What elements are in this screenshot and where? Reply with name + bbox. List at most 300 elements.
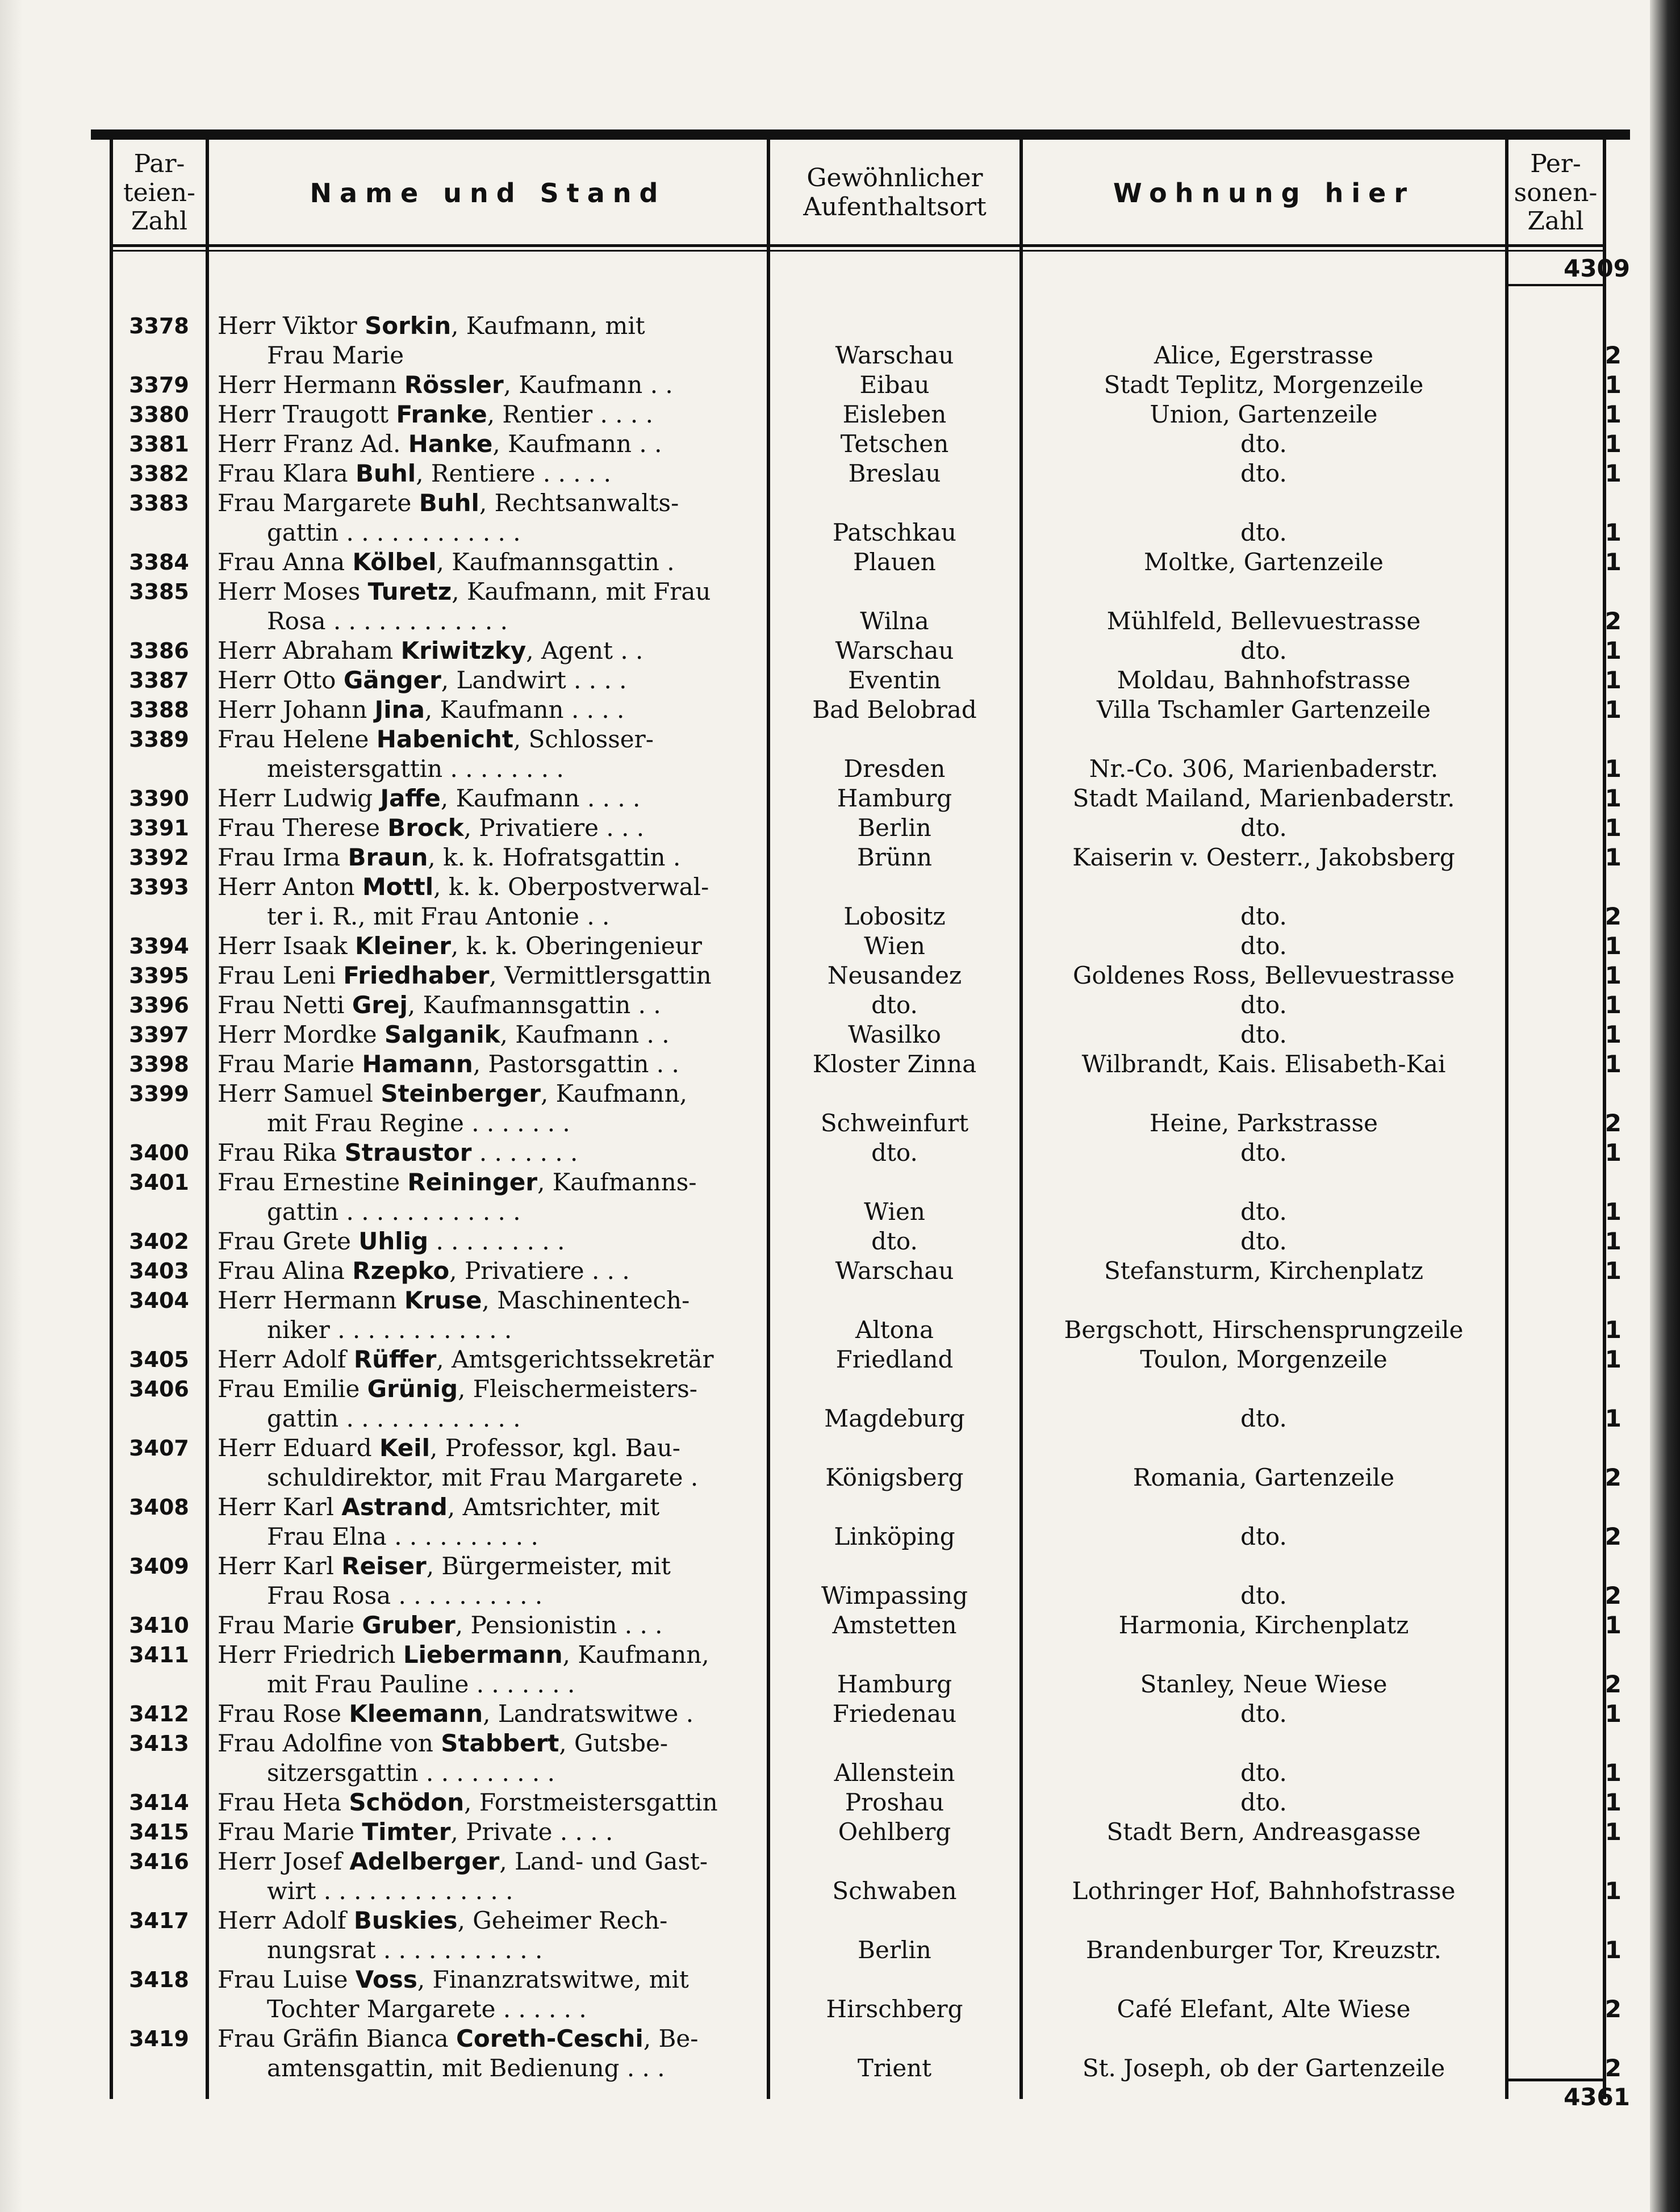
entry-name: [218, 1049, 763, 1079]
entry-name: [218, 961, 763, 990]
entry-line: [0, 370, 1680, 400]
header-name-and-status: Name und Stand: [310, 177, 666, 208]
entry-name: [267, 341, 763, 370]
entry-name: [218, 311, 763, 341]
persons-count: 2: [1604, 1109, 1622, 1137]
entry-name: [218, 1492, 763, 1522]
usual-residence: Warschau: [835, 341, 954, 369]
party-number: 3384: [129, 550, 189, 575]
persons-count: 1: [1604, 459, 1622, 487]
party-number: 3385: [129, 579, 189, 604]
entry-name: [267, 1758, 763, 1788]
entry-name: [267, 518, 763, 547]
persons-count: 1: [1604, 400, 1622, 428]
persons-count: 1: [1604, 755, 1622, 783]
persons-count: 1: [1604, 1936, 1622, 1964]
name-suffix: , Landratswitwe .: [483, 1700, 694, 1728]
entry-name: [218, 1640, 763, 1670]
usual-residence: Friedland: [835, 1345, 954, 1373]
entry-line: [0, 311, 1680, 341]
party-number: 3415: [129, 1820, 189, 1845]
usual-residence: Magdeburg: [824, 1404, 965, 1432]
entry-line: [0, 1522, 1680, 1552]
entry-name: [218, 1906, 763, 1935]
name-prefix: Frau Heta: [218, 1788, 349, 1816]
surname: Timter: [362, 1818, 451, 1846]
entry-name: [218, 1256, 763, 1286]
surname: Kölbel: [352, 548, 437, 576]
address-here: dto.: [1240, 1582, 1287, 1609]
surname: Jina: [374, 696, 425, 724]
entry-name: [218, 1168, 763, 1197]
entry-name: [218, 370, 763, 400]
persons-count: 1: [1604, 1050, 1622, 1078]
party-number: 3399: [129, 1081, 189, 1106]
entry-line: [0, 1847, 1680, 1876]
address-here: dto.: [1240, 1227, 1287, 1255]
address-here: dto.: [1240, 518, 1287, 546]
entry-line: [0, 400, 1680, 429]
party-number: 3394: [129, 934, 189, 959]
name-prefix: Herr Josef: [218, 1847, 350, 1875]
party-number: 3389: [129, 727, 189, 752]
name-suffix: , Gutsbe-: [559, 1729, 668, 1757]
surname: Salganik: [384, 1021, 500, 1048]
entry-line: [0, 961, 1680, 990]
party-number: 3418: [129, 1967, 189, 1992]
name-prefix: Herr Karl: [218, 1493, 342, 1521]
surname: Kriwitzky: [400, 637, 526, 664]
entry-name: [267, 1463, 763, 1492]
persons-count: 1: [1604, 1788, 1622, 1816]
persons-count: 1: [1604, 814, 1622, 842]
header-usual-residence: Gewöhnlicher Aufenthaltsort: [803, 164, 987, 221]
name-prefix: wirt . . . . . . . . . . . . .: [267, 1877, 513, 1905]
entry-name: [218, 488, 763, 518]
surname: Rössler: [404, 371, 504, 399]
name-suffix: , Schlosser-: [513, 725, 654, 753]
party-number: 3419: [129, 2026, 189, 2051]
surname: Hamann: [362, 1050, 473, 1078]
entry-name: [218, 459, 763, 488]
surname: Kleemann: [349, 1700, 483, 1728]
entry-line: [0, 725, 1680, 754]
name-prefix: Herr Ludwig: [218, 784, 381, 812]
entry-line: [0, 1227, 1680, 1256]
usual-residence: Schwaben: [832, 1877, 957, 1905]
party-number: 3412: [129, 1701, 189, 1726]
party-number: 3383: [129, 491, 189, 516]
name-prefix: Frau Marie: [218, 1611, 362, 1639]
entry-line: [0, 577, 1680, 607]
address-here: dto.: [1240, 1198, 1287, 1226]
party-number: 3378: [129, 313, 189, 338]
entry-name: [218, 784, 763, 813]
usual-residence: Plauen: [853, 548, 936, 576]
entry-line: [0, 1670, 1680, 1699]
entry-line: [0, 902, 1680, 931]
entry-name: [218, 2024, 763, 2054]
name-suffix: , Finanzratswitwe, mit: [417, 1966, 689, 1993]
address-here: Romania, Gartenzeile: [1132, 1463, 1395, 1491]
name-prefix: Frau Marie: [218, 1818, 362, 1846]
surname: Gruber: [362, 1611, 455, 1639]
entry-line: [0, 1197, 1680, 1227]
surname: Astrand: [341, 1493, 448, 1521]
address-here: dto.: [1240, 1404, 1287, 1432]
entry-line: [0, 1374, 1680, 1404]
party-number: 3390: [129, 786, 189, 811]
entry-name: [267, 1994, 763, 2024]
surname: Reiser: [341, 1552, 427, 1580]
entry-line: [0, 607, 1680, 636]
name-prefix: Frau Ernestine: [218, 1168, 408, 1196]
persons-count: 1: [1604, 843, 1622, 871]
entry-line: [0, 2024, 1680, 2054]
persons-count: 1: [1604, 932, 1622, 960]
entry-line: [0, 1611, 1680, 1640]
usual-residence: Eisleben: [842, 400, 947, 428]
address-here: dto.: [1240, 637, 1287, 664]
entry-line: [0, 1404, 1680, 1433]
name-prefix: Herr Adolf: [218, 1906, 354, 1934]
surname: Franke: [396, 400, 487, 428]
entry-line: [0, 2054, 1680, 2083]
usual-residence: Eibau: [859, 371, 930, 399]
name-prefix: Herr Karl: [218, 1552, 342, 1580]
party-number: 3404: [129, 1288, 189, 1313]
address-here: Wilbrandt, Kais. Elisabeth-Kai: [1081, 1050, 1446, 1078]
name-suffix: , Rechtsanwalts-: [479, 489, 679, 517]
entry-line: [0, 1729, 1680, 1758]
persons-count: 1: [1604, 1139, 1622, 1166]
address-here: Moldau, Bahnhofstrasse: [1117, 666, 1411, 694]
entry-line: [0, 1138, 1680, 1168]
usual-residence: Berlin: [858, 1936, 931, 1964]
address-here: dto.: [1240, 1759, 1287, 1787]
entry-name: [267, 1404, 763, 1433]
party-number: 3380: [129, 402, 189, 427]
name-prefix: mit Frau Pauline . . . . . . .: [267, 1670, 575, 1698]
name-prefix: ter i. R., mit Frau Antonie . .: [267, 902, 610, 930]
entry-line: [0, 813, 1680, 843]
name-prefix: gattin . . . . . . . . . . . .: [267, 1198, 521, 1226]
usual-residence: Wien: [864, 932, 925, 960]
entry-name: [218, 666, 763, 695]
entry-line: [0, 784, 1680, 813]
party-number: 3403: [129, 1258, 189, 1283]
name-prefix: Herr Eduard: [218, 1434, 379, 1462]
entry-line: [0, 341, 1680, 370]
entry-line: [0, 1640, 1680, 1670]
name-prefix: Frau Rika: [218, 1139, 345, 1166]
entry-line: [0, 1994, 1680, 2024]
address-here: dto.: [1240, 1523, 1287, 1550]
name-suffix: , Kaufmann, mit Frau: [452, 578, 711, 605]
surname: Kleiner: [355, 932, 451, 960]
entry-name: [218, 547, 763, 577]
persons-count: 2: [1604, 1582, 1622, 1609]
entry-line: [0, 1433, 1680, 1463]
usual-residence: Lobositz: [843, 902, 946, 930]
name-prefix: nungsrat . . . . . . . . . . .: [267, 1936, 543, 1964]
name-suffix: , k. k. Oberpostverwal-: [433, 873, 709, 901]
usual-residence: Trient: [857, 2054, 932, 2082]
usual-residence: Königsberg: [825, 1463, 964, 1491]
final-total: 4361: [1564, 2083, 1630, 2111]
name-prefix: Frau Klara: [218, 459, 356, 487]
name-prefix: Herr Viktor: [218, 312, 365, 340]
persons-count: 2: [1604, 1523, 1622, 1550]
usual-residence: dto.: [871, 1139, 918, 1166]
entry-line: [0, 1788, 1680, 1817]
name-prefix: Frau Anna: [218, 548, 353, 576]
entry-line: [0, 1935, 1680, 1965]
persons-count: 2: [1604, 2054, 1622, 2082]
name-prefix: Frau Marie: [218, 1050, 362, 1078]
name-suffix: , Kaufmann,: [540, 1080, 687, 1107]
party-number: 3397: [129, 1022, 189, 1047]
name-prefix: Herr Hermann: [218, 1286, 404, 1314]
persons-count: 1: [1604, 1257, 1622, 1285]
party-number: 3414: [129, 1790, 189, 1815]
name-suffix: , Kaufmann,: [562, 1641, 709, 1669]
entry-line: [0, 872, 1680, 902]
name-prefix: Herr Abraham: [218, 637, 401, 664]
usual-residence: Oehlberg: [838, 1818, 951, 1846]
party-number: 3391: [129, 816, 189, 841]
entry-line: [0, 636, 1680, 666]
address-here: Moltke, Gartenzeile: [1144, 548, 1384, 576]
party-number: 3413: [129, 1731, 189, 1756]
entry-name: [267, 1581, 763, 1611]
name-prefix: Frau Leni: [218, 961, 344, 989]
entry-name: [267, 607, 763, 636]
usual-residence: Linköping: [834, 1523, 955, 1550]
entry-name: [267, 1315, 763, 1345]
name-prefix: Herr Otto: [218, 666, 344, 694]
name-prefix: niker . . . . . . . . . . . .: [267, 1316, 512, 1344]
entry-name: [267, 1197, 763, 1227]
address-here: Stanley, Neue Wiese: [1140, 1670, 1388, 1698]
entry-name: [218, 577, 763, 607]
usual-residence: Allenstein: [834, 1759, 955, 1787]
name-prefix: mit Frau Regine . . . . . . .: [267, 1109, 570, 1137]
surname: Braun: [348, 843, 428, 871]
entry-name: [218, 695, 763, 725]
usual-residence: Dresden: [843, 755, 946, 783]
name-suffix: , Fleischermeisters-: [458, 1375, 697, 1403]
entry-name: [218, 1965, 763, 1994]
name-prefix: Frau Margarete: [218, 489, 419, 517]
persons-count: 2: [1604, 1670, 1622, 1698]
carried-total: 4309: [1564, 254, 1630, 282]
usual-residence: Berlin: [858, 814, 931, 842]
name-suffix: , Kaufmann . . . .: [440, 784, 641, 812]
party-number: 3408: [129, 1495, 189, 1520]
name-prefix: schuldirektor, mit Frau Margarete .: [267, 1463, 699, 1491]
name-prefix: Tochter Margarete . . . . . .: [267, 1995, 587, 2023]
entry-line: [0, 1876, 1680, 1906]
name-prefix: Frau Therese: [218, 814, 388, 842]
entry-line: [0, 488, 1680, 518]
usual-residence: dto.: [871, 1227, 918, 1255]
address-here: Villa Tschamler Gartenzeile: [1096, 696, 1431, 724]
party-number: 3387: [129, 668, 189, 693]
entry-name: [218, 1020, 763, 1049]
usual-residence: Wasilko: [848, 1021, 941, 1048]
party-number: 3402: [129, 1229, 189, 1254]
surname: Steinberger: [381, 1080, 541, 1107]
entry-line: [0, 1965, 1680, 1994]
name-suffix: , Pastorsgattin . .: [473, 1050, 679, 1078]
party-number: 3392: [129, 845, 189, 870]
name-prefix: Frau Marie: [267, 341, 404, 369]
party-number: 3388: [129, 697, 189, 722]
party-number: 3417: [129, 1908, 189, 1933]
name-prefix: Herr Traugott: [218, 400, 396, 428]
address-here: Brandenburger Tor, Kreuzstr.: [1086, 1936, 1441, 1964]
entry-name: [267, 1522, 763, 1552]
usual-residence: Warschau: [835, 1257, 954, 1285]
address-here: Stadt Teplitz, Morgenzeile: [1104, 371, 1424, 399]
entry-line: [0, 1492, 1680, 1522]
name-suffix: , Professor, kgl. Bau-: [430, 1434, 680, 1462]
entry-line: [0, 518, 1680, 547]
party-number: 3393: [129, 875, 189, 900]
name-prefix: Herr Hermann: [218, 371, 404, 399]
address-here: Toulon, Morgenzeile: [1140, 1345, 1388, 1373]
persons-count: 1: [1604, 1759, 1622, 1787]
entry-name: [218, 872, 763, 902]
surname: Straustor: [344, 1139, 472, 1166]
entry-name: [218, 843, 763, 872]
address-here: Lothringer Hof, Bahnhofstrasse: [1072, 1877, 1456, 1905]
persons-count: 1: [1604, 1316, 1622, 1344]
party-number: 3410: [129, 1613, 189, 1638]
entry-name: [218, 1079, 763, 1109]
header-persons-count: Per- sonen- Zahl: [1514, 149, 1598, 236]
entry-line: [0, 990, 1680, 1020]
name-suffix: , Kaufmanns-: [537, 1168, 697, 1196]
name-prefix: Herr Isaak: [218, 932, 356, 960]
entry-name: [218, 1227, 763, 1256]
name-suffix: , Kaufmann, mit: [451, 312, 645, 340]
entry-line: [0, 1345, 1680, 1374]
name-suffix: , Privatiere . . .: [449, 1257, 630, 1285]
party-number: 3405: [129, 1347, 189, 1372]
name-suffix: , Rentiere . . . . .: [416, 459, 612, 487]
name-suffix: , Kaufmann . .: [492, 430, 662, 458]
surname: Reininger: [407, 1168, 538, 1196]
usual-residence: Schweinfurt: [820, 1109, 969, 1137]
surname: Liebermann: [403, 1641, 563, 1669]
persons-count: 1: [1604, 696, 1622, 724]
surname: Friedhaber: [343, 961, 490, 989]
entry-line: [0, 1906, 1680, 1935]
name-prefix: Frau Alina: [218, 1257, 353, 1285]
entry-name: [218, 429, 763, 459]
entry-line: [0, 1463, 1680, 1492]
name-suffix: , Vermittlersgattin: [489, 961, 712, 989]
party-number: 3406: [129, 1377, 189, 1402]
name-prefix: gattin . . . . . . . . . . . .: [267, 1404, 521, 1432]
usual-residence: Hamburg: [837, 784, 952, 812]
persons-count: 1: [1604, 1227, 1622, 1255]
name-suffix: , Kaufmann . .: [500, 1021, 670, 1048]
party-number: 3407: [129, 1436, 189, 1461]
name-suffix: , Geheimer Rech-: [457, 1906, 668, 1934]
surname: Buhl: [419, 489, 479, 517]
entry-line: [0, 1552, 1680, 1581]
surname: Kruse: [404, 1286, 482, 1314]
address-here: dto.: [1240, 459, 1287, 487]
entry-name: [218, 1847, 763, 1876]
surname: Brock: [387, 814, 464, 842]
address-here: Harmonia, Kirchenplatz: [1118, 1611, 1409, 1639]
usual-residence: Warschau: [835, 637, 954, 664]
entry-name: [218, 1286, 763, 1315]
usual-residence: Wimpassing: [821, 1582, 968, 1609]
surname: Buhl: [355, 459, 416, 487]
entry-name: [267, 902, 763, 931]
entry-line: [0, 931, 1680, 961]
address-here: Mühlfeld, Bellevuestrasse: [1106, 607, 1421, 635]
name-suffix: , Rentier . . . .: [487, 400, 653, 428]
name-prefix: Rosa . . . . . . . . . . . .: [267, 607, 508, 635]
persons-count: 1: [1604, 430, 1622, 458]
surname: Voss: [355, 1966, 417, 1993]
name-prefix: Frau Gräfin Bianca: [218, 2025, 457, 2052]
entry-name: [218, 725, 763, 754]
address-here: dto.: [1240, 430, 1287, 458]
persons-count: 1: [1604, 1021, 1622, 1048]
address-here: dto.: [1240, 1788, 1287, 1816]
entry-line: [0, 843, 1680, 872]
name-prefix: Frau Netti: [218, 991, 352, 1019]
entry-name: [218, 636, 763, 666]
name-prefix: Frau Grete: [218, 1227, 359, 1255]
name-suffix: , k. k. Hofratsgattin .: [428, 843, 681, 871]
name-suffix: , Amtsgerichtssekretär: [436, 1345, 714, 1373]
entry-name: [218, 1345, 763, 1374]
name-prefix: Herr Johann: [218, 696, 375, 724]
party-number: 3396: [129, 993, 189, 1018]
persons-count: 2: [1604, 607, 1622, 635]
name-prefix: Herr Anton: [218, 873, 362, 901]
address-here: Stadt Bern, Andreasgasse: [1106, 1818, 1421, 1846]
entry-name: [267, 2054, 763, 2083]
persons-count: 1: [1604, 371, 1622, 399]
name-prefix: gattin . . . . . . . . . . . .: [267, 518, 521, 546]
entry-line: [0, 547, 1680, 577]
name-prefix: Frau Emilie: [218, 1375, 367, 1403]
persons-count: 2: [1604, 341, 1622, 369]
surname: Grej: [352, 991, 408, 1019]
name-suffix: , Be-: [643, 2025, 699, 2052]
name-suffix: , Landwirt . . . .: [441, 666, 627, 694]
name-suffix: , Privatiere . . .: [463, 814, 645, 842]
usual-residence: Kloster Zinna: [812, 1050, 977, 1078]
usual-residence: Amstetten: [832, 1611, 957, 1639]
entry-line: [0, 1758, 1680, 1788]
name-suffix: . . . . . . . . .: [428, 1227, 565, 1255]
entry-name: [218, 1699, 763, 1729]
entry-name: [218, 400, 763, 429]
entry-name: [218, 1611, 763, 1640]
address-here: dto.: [1240, 1021, 1287, 1048]
party-number: 3382: [129, 461, 189, 486]
